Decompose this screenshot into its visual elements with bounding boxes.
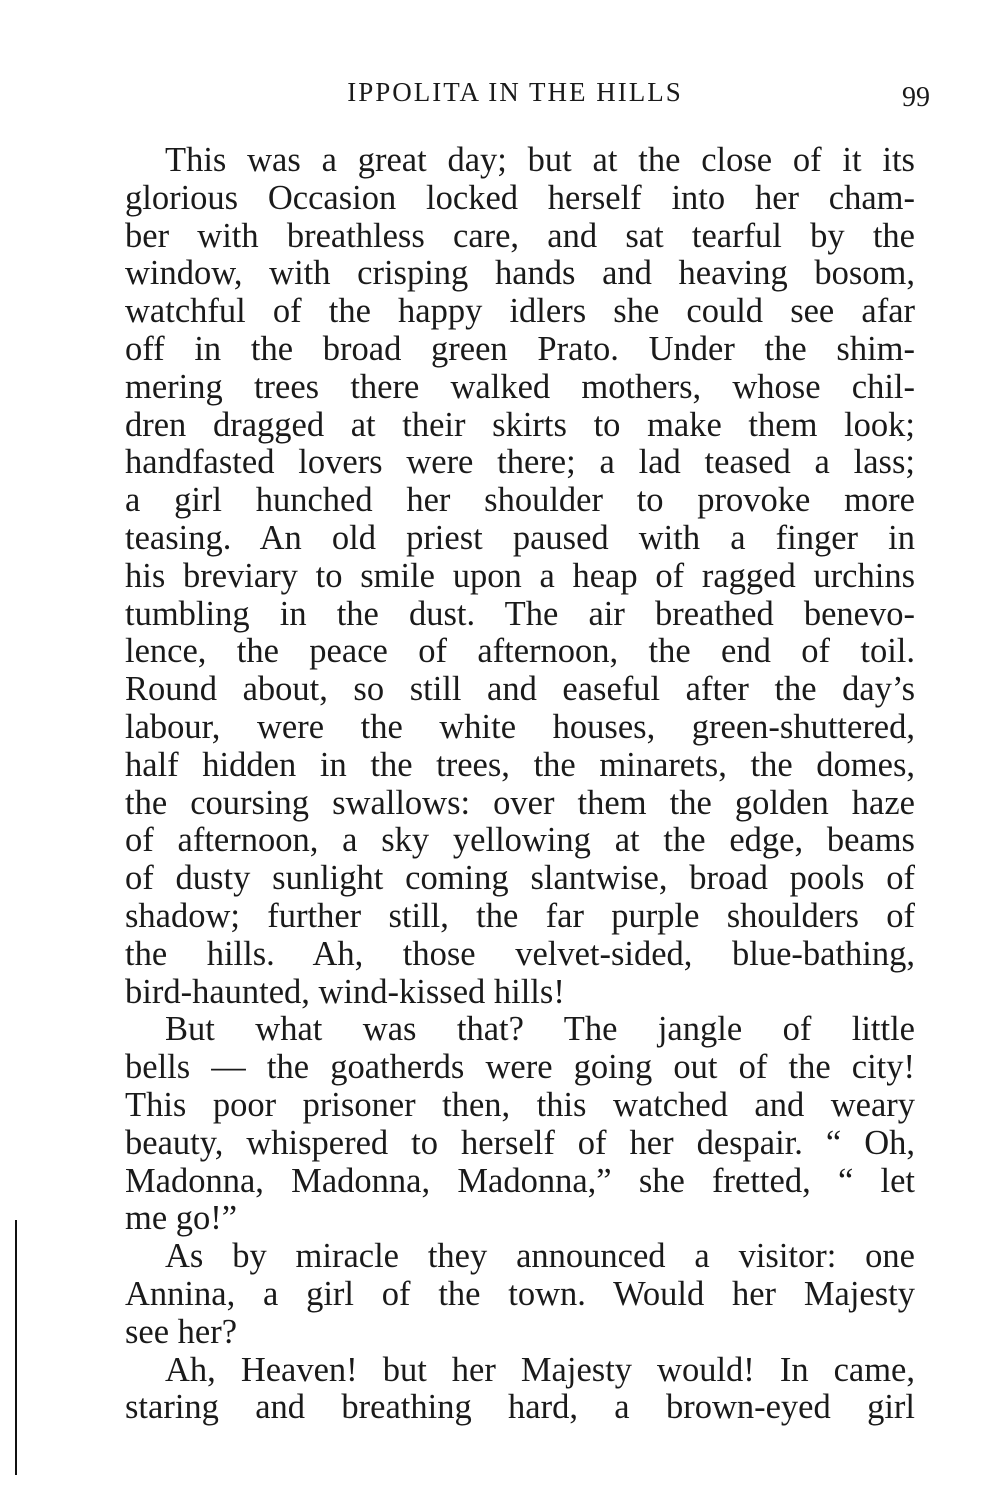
text-line: beauty, whispered to herself of her despair. “ Oh, bbox=[125, 1124, 915, 1162]
text-line: a girl hunched her shoulder to provoke more bbox=[125, 482, 915, 520]
text-line: ber with breathless care, and sat tearful by the bbox=[125, 217, 915, 255]
text-line: off in the broad green Prato. Under the shim- bbox=[125, 330, 915, 368]
text-line: lence, the peace of afternoon, the end of toil. bbox=[125, 633, 915, 671]
text-line: dren dragged at their skirts to make them look; bbox=[125, 406, 915, 444]
text-line: labour, were the white houses, green-shuttered, bbox=[125, 708, 915, 746]
text-line: half hidden in the trees, the minarets, the domes, bbox=[125, 746, 915, 784]
text-line: his breviary to smile upon a heap of ragged urchins bbox=[125, 557, 915, 595]
text-line: shadow; further still, the far purple shoulders of bbox=[125, 897, 915, 935]
text-line: handfasted lovers were there; a lad teased a lass; bbox=[125, 444, 915, 482]
text-line: of dusty sunlight coming slantwise, broad pools of bbox=[125, 860, 915, 898]
text-line: the coursing swallows: over them the golden haze bbox=[125, 784, 915, 822]
text-line: of afternoon, a sky yellowing at the edge, beams bbox=[125, 822, 915, 860]
text-line: Madonna, Madonna, Madonna,” she fretted, “ let bbox=[125, 1162, 915, 1200]
text-line: Ah, Heaven! but her Majesty would! In came, bbox=[165, 1351, 915, 1389]
text-line: tumbling in the dust. The air breathed benevo- bbox=[125, 595, 915, 633]
text-line: This poor prisoner then, this watched and weary bbox=[125, 1086, 915, 1124]
text-line: As by miracle they announced a visitor: one bbox=[165, 1238, 915, 1276]
text-line: staring and breathing hard, a brown-eyed girl bbox=[125, 1389, 915, 1427]
scan-edge-line bbox=[15, 1220, 17, 1475]
page-number: 99 bbox=[902, 82, 930, 113]
text-line: the hills. Ah, those velvet-sided, blue-bathing, bbox=[125, 935, 915, 973]
text-line: But what was that? The jangle of little bbox=[165, 1011, 915, 1049]
text-line: teasing. An old priest paused with a finger in bbox=[125, 519, 915, 557]
text-line: me go!” bbox=[125, 1200, 238, 1238]
text-line: bells — the goatherds were going out of the city! bbox=[125, 1049, 915, 1087]
text-line: window, with crisping hands and heaving bosom, bbox=[125, 255, 915, 293]
text-line: Round about, so still and easeful after the day’s bbox=[125, 671, 915, 709]
text-line: Annina, a girl of the town. Would her Majesty bbox=[125, 1275, 915, 1313]
text-line: mering trees there walked mothers, whose chil- bbox=[125, 368, 915, 406]
body-text bbox=[125, 142, 915, 1427]
text-line: glorious Occasion locked herself into her cham- bbox=[125, 179, 915, 217]
running-title: IPPOLITA IN THE HILLS bbox=[347, 77, 683, 107]
text-line: bird-haunted, wind-kissed hills! bbox=[125, 973, 565, 1011]
text-line: This was a great day; but at the close of it its bbox=[165, 142, 915, 179]
text-line: see her? bbox=[125, 1313, 238, 1351]
text-line: watchful of the happy idlers she could see afar bbox=[125, 293, 915, 331]
